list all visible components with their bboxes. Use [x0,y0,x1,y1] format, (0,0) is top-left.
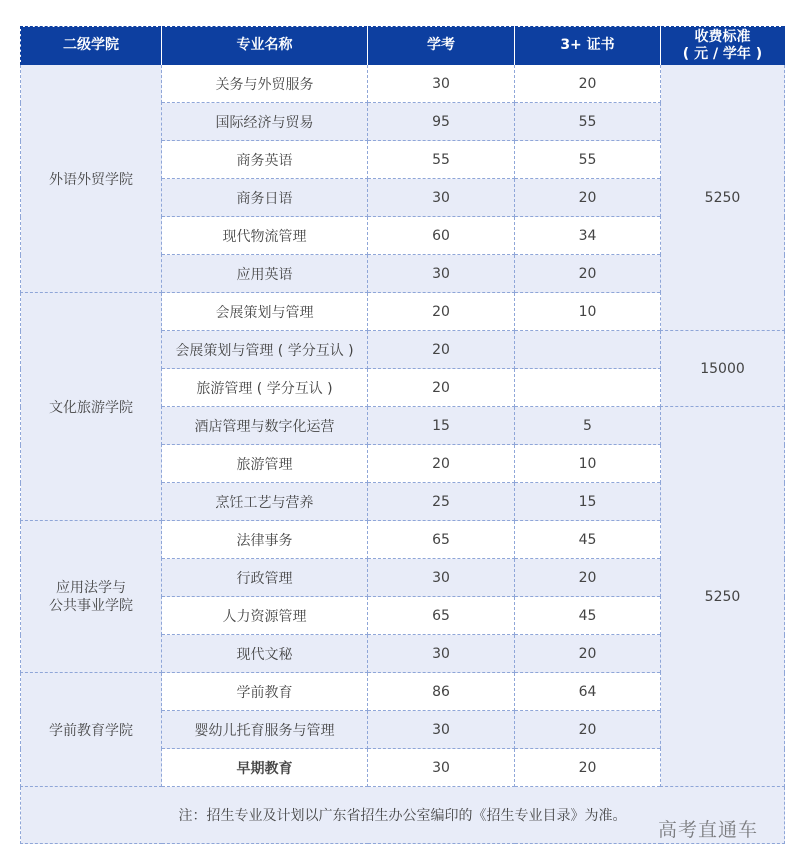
xuekao-cell: 30 [368,635,515,673]
table-row [21,65,785,103]
xuekao-cell: 30 [368,179,515,217]
xuekao-cell: 60 [368,217,515,255]
xuekao-cell: 65 [368,521,515,559]
cert-cell [515,331,661,369]
major-cell: 学前教育 [162,673,368,711]
major-cell: 烹饪工艺与营养 [162,483,368,521]
xuekao-cell: 65 [368,597,515,635]
cert-cell: 20 [515,179,661,217]
xuekao-cell: 30 [368,749,515,787]
header-xuekao: 学考 [368,27,515,65]
major-cell: 婴幼儿托育服务与管理 [162,711,368,749]
college-cell: 外语外贸学院 [21,65,162,293]
cert-cell: 5 [515,407,661,445]
xuekao-cell: 86 [368,673,515,711]
cert-cell: 10 [515,445,661,483]
major-cell: 旅游管理 ( 学分互认 ) [162,369,368,407]
major-cell: 商务日语 [162,179,368,217]
college-cell: 应用法学与 公共事业学院 [21,521,162,673]
cert-cell: 34 [515,217,661,255]
major-cell: 人力资源管理 [162,597,368,635]
xuekao-cell: 20 [368,369,515,407]
cert-cell: 45 [515,521,661,559]
xuekao-cell: 15 [368,407,515,445]
xuekao-cell: 30 [368,711,515,749]
major-cell: 国际经济与贸易 [162,103,368,141]
major-cell: 商务英语 [162,141,368,179]
major-cell: 行政管理 [162,559,368,597]
enrollment-table [20,26,785,844]
major-cell: 酒店管理与数字化运营 [162,407,368,445]
header-fee [661,27,785,65]
cert-cell: 15 [515,483,661,521]
xuekao-cell: 55 [368,141,515,179]
cert-cell: 10 [515,293,661,331]
watermark-text: 高考直通车 [658,819,759,841]
cert-cell: 20 [515,711,661,749]
cert-cell: 20 [515,635,661,673]
cert-cell: 20 [515,255,661,293]
cert-cell: 20 [515,749,661,787]
header-fee-line2: ( 元 / 学年 ) [682,45,763,62]
cert-cell: 45 [515,597,661,635]
xuekao-cell: 20 [368,293,515,331]
cert-cell: 55 [515,103,661,141]
header-college: 二级学院 [21,27,162,65]
xuekao-cell: 30 [368,65,515,103]
cert-cell: 20 [515,65,661,103]
xuekao-cell: 95 [368,103,515,141]
cert-cell: 64 [515,673,661,711]
major-cell: 旅游管理 [162,445,368,483]
college-cell: 文化旅游学院 [21,293,162,521]
major-cell: 法律事务 [162,521,368,559]
xuekao-cell: 25 [368,483,515,521]
major-cell: 现代文秘 [162,635,368,673]
cert-cell: 20 [515,559,661,597]
header-major: 专业名称 [162,27,368,65]
xuekao-cell: 30 [368,559,515,597]
xuekao-cell: 20 [368,445,515,483]
major-cell: 关务与外贸服务 [162,65,368,103]
xuekao-cell: 30 [368,255,515,293]
xuekao-cell: 20 [368,331,515,369]
table-header-row [21,27,785,65]
major-cell: 现代物流管理 [162,217,368,255]
cert-cell: 55 [515,141,661,179]
header-cert: 3+ 证书 [515,27,661,65]
major-cell: 应用英语 [162,255,368,293]
fee-cell: 5250 [661,407,785,787]
college-cell: 学前教育学院 [21,673,162,787]
major-cell: 会展策划与管理 ( 学分互认 ) [162,331,368,369]
major-cell: 早期教育 [162,749,368,787]
fee-cell: 5250 [661,65,785,331]
fee-cell: 15000 [661,331,785,407]
header-fee-line1: 收费标准 [694,28,751,45]
footnote: 注：招生专业及计划以广东省招生办公室编印的《招生专业目录》为准。 [21,787,785,844]
major-cell: 会展策划与管理 [162,293,368,331]
cert-cell [515,369,661,407]
